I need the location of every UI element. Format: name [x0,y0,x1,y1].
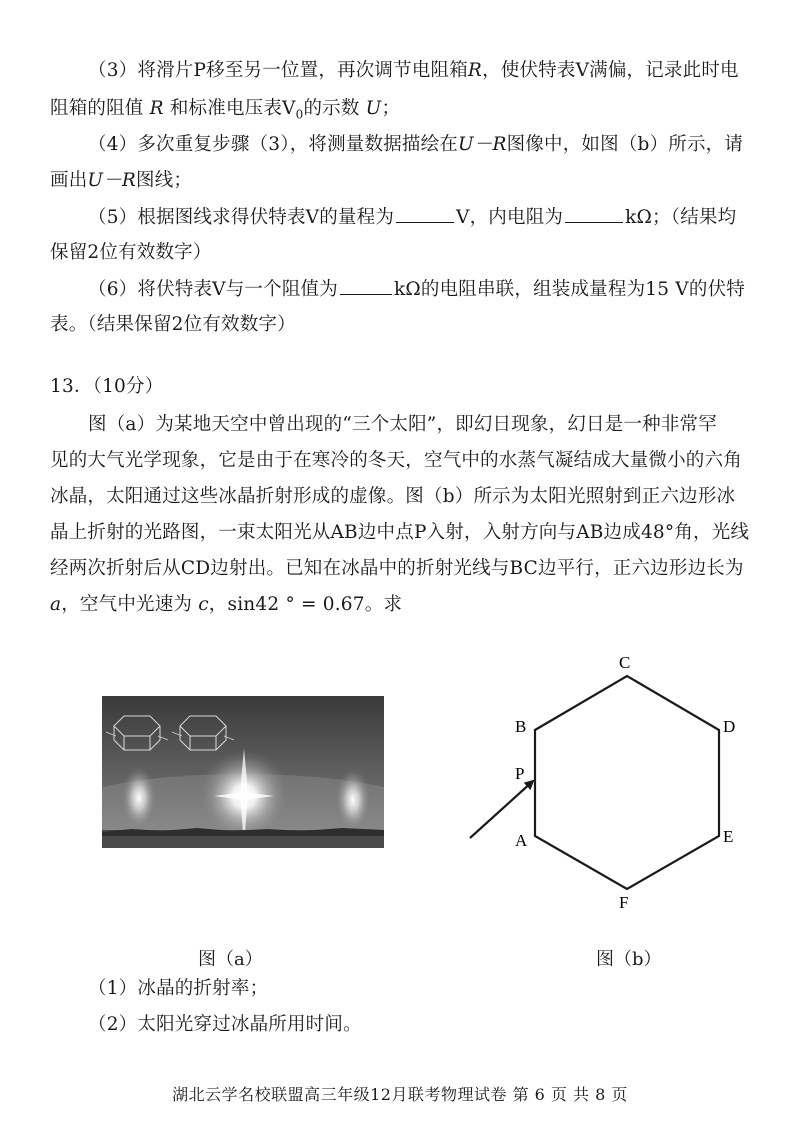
question-13-para-line-1: 图（a）为某地天空中曾出现的“三个太阳”，即幻日现象，幻日是一种非常罕 [88,414,717,435]
question-13-para-line-6: a，空气中光速为 c，sin42 ° = 0.67。求 [50,594,403,615]
step-4-line-2: 画出U－R图线； [50,170,193,191]
question-13-para-line-4: 晶上折射的光路图，一束太阳光从AB边中点P入射，入射方向与AB边成48°角，光线 [50,522,750,543]
vertex-label-c: C [619,653,631,672]
question-13-header: 13．（10分） [50,376,164,397]
caption-figure-b: 图（b） [596,949,662,970]
sub-question-1: （1）冰晶的折射率； [88,978,269,999]
page-footer: 湖北云学名校联盟高三年级12月联考物理试卷 第 6 页 共 8 页 [172,1085,628,1104]
step-5-line-2: 保留2位有效数字） [50,242,212,263]
answer-blank-resistance[interactable] [565,204,623,223]
hexagon-outline [535,676,719,889]
point-label-p: P [515,764,525,783]
step-4-line-1: （4）多次重复步骤（3），将测量数据描绘在U－R图像中，如图（b）所示，请 [88,134,744,155]
answer-blank-series-resistance[interactable] [340,276,392,295]
question-13-para-line-3: 冰晶，太阳通过这些冰晶折射形成的虚像。图（b）所示为太阳光照射到正六边形冰 [50,486,736,507]
incident-ray [470,781,533,838]
vertex-label-f: F [619,893,629,912]
vertex-label-e: E [723,827,734,846]
parhelion-photo [102,696,384,848]
question-13-para-line-5: 经两次折射后从CD边射出。已知在冰晶中的折射光线与BC边平行，正六边形边长为 [50,558,744,579]
step-6-line-2: 表。（结果保留2位有效数字） [50,314,296,335]
answer-blank-range[interactable] [396,204,454,223]
sub-question-2: （2）太阳光穿过冰晶所用时间。 [88,1014,362,1035]
step-6-line-1: （6）将伏特表V与一个阻值为 kΩ的电阻串联，组装成量程为15 V的伏特 [88,276,745,303]
vertex-label-a: A [515,831,528,850]
hexagon-diagram [460,650,750,920]
vertex-label-d: D [723,717,736,736]
step-3-line-2: 阻箱的阻值 R 和标准电压表$V_0$的示数 U； [50,98,401,122]
step-3-line-1: （3）将滑片P移至另一位置，再次调节电阻箱R，使伏特表V满偏，记录此时电 [88,60,739,81]
question-13-para-line-2: 见的大气光学现象，它是由于在寒冷的冬天，空气中的水蒸气凝结成大量微小的六角 [50,450,742,471]
caption-figure-a: 图（a） [198,949,263,970]
vertex-label-b: B [515,717,527,736]
step-5-line-1: （5）根据图线求得伏特表V的量程为 V，内电阻为 kΩ；（结果均 [88,204,736,231]
